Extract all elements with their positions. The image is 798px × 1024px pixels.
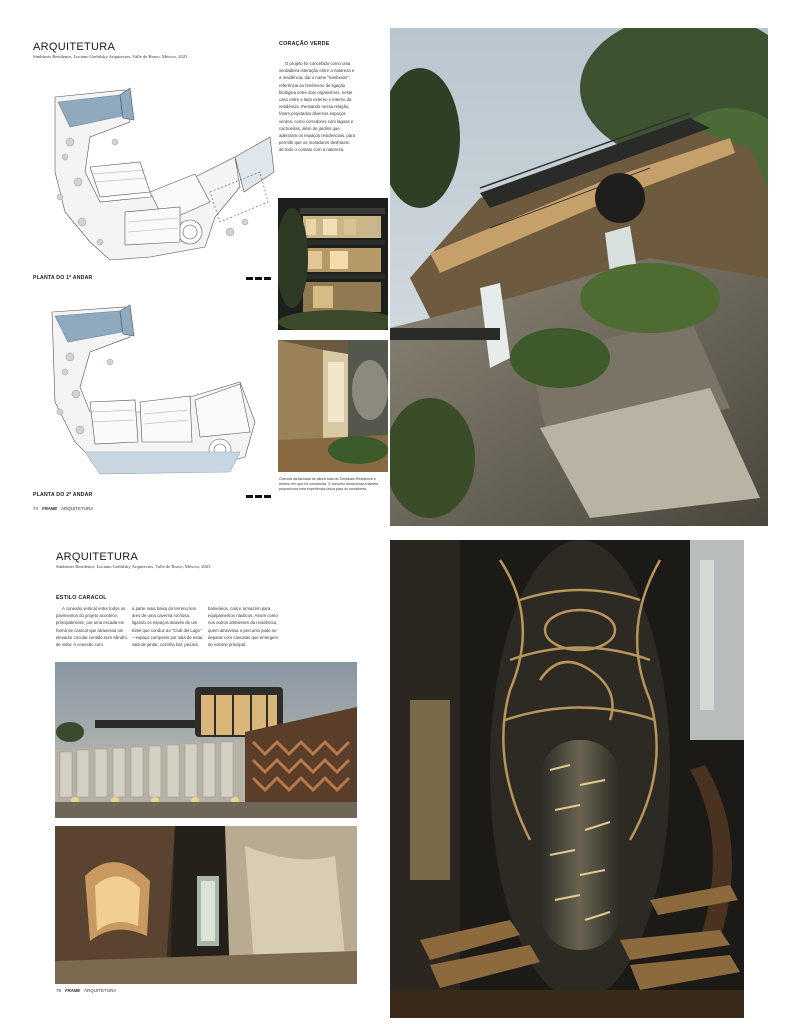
scale-bar-2 [246,488,273,493]
kicker-heading: ESTILO CARACOL [56,595,107,601]
kicker-heading: CORAÇÃO VERDE [279,41,330,47]
magazine-logo: FRAME [42,506,58,511]
body-column-2: a parte mais baixa do terreno tem ares de uma caverna rochosa, ligando os espaços através de um túnel que conduz ao "Club del Lago" – espaço composto por sala de estar, sala de jantar, cozinha bar, piscina, [132,606,204,648]
scale-bar-1 [246,270,273,275]
magazine-logo: FRAME [65,988,81,993]
article-subtitle: Simbiosis Residence, Luciano Gerbilsky Arquitectos, Valle de Bravo, México, 2023 [56,564,211,569]
floor-plan-2 [30,302,275,482]
photo-caption: Gravura da fachada de altura total do Simbiosis Residence e terreno em que foi construída. O conceito dirnecional a faixeta proporciona uma experiência única para os moradores. [279,477,379,491]
section-title: ARQUITETURA [33,41,116,53]
plan-label-2: PLANTA DO 2º ANDAR [33,492,93,498]
photo-cave-tunnel [55,826,357,984]
photo-corridor [278,340,388,472]
body-text: O projeto foi concebido como uma verdadeira interação entre a natureza e a residência, daí o nome "Simbiosis", referência ao fenômeno de ligação biológica entre dois organismos, neste caso entre o lado externo e interno da residência. Pensando nessa relação, foram projetados diversos espaços verdes, como corredores com lagoas e cachoeiras, além de jardins que adentram os espaços residenciais, para permitir que os moradores desfrutem de todo o contato com a natureza. [279,61,355,153]
body-column-1: A conexão vertical entre todos os pavimentos do projeto acontece, principalmente, por uma escada em forma de caracol que atravessa um elevador circular contido num cilindro de vidro. A conexão com [56,606,127,648]
folio [33,506,93,511]
folio-section: ARQUITETURA [84,988,117,993]
photo-spiral-staircase [390,540,744,1018]
article-subtitle: Simbiosis Residence, Luciano Gerbilsky Arquitectos, Valle de Bravo, México, 2023 [33,54,188,59]
floor-plan-1 [30,82,275,267]
page-number: 78 [56,988,62,993]
photo-cliff-facade [390,28,768,526]
section-title: ARQUITETURA [56,551,139,563]
folio [56,988,116,993]
body-column-3: balneários, cais e armazém para equipamentos náuticos. Assim como nos outros ambientes da residência, quem atravessa o percurso pode se deparar com cascatas que emergem do volume principal. [208,606,278,648]
plan-label-1: PLANTA DO 1º ANDAR [33,275,93,281]
page-number: 74 [33,506,39,511]
page-bottom [0,530,798,1024]
photo-night-facade [278,198,388,330]
folio-section: ARQUITETURA [61,506,94,511]
photo-exterior-dusk [55,662,357,818]
